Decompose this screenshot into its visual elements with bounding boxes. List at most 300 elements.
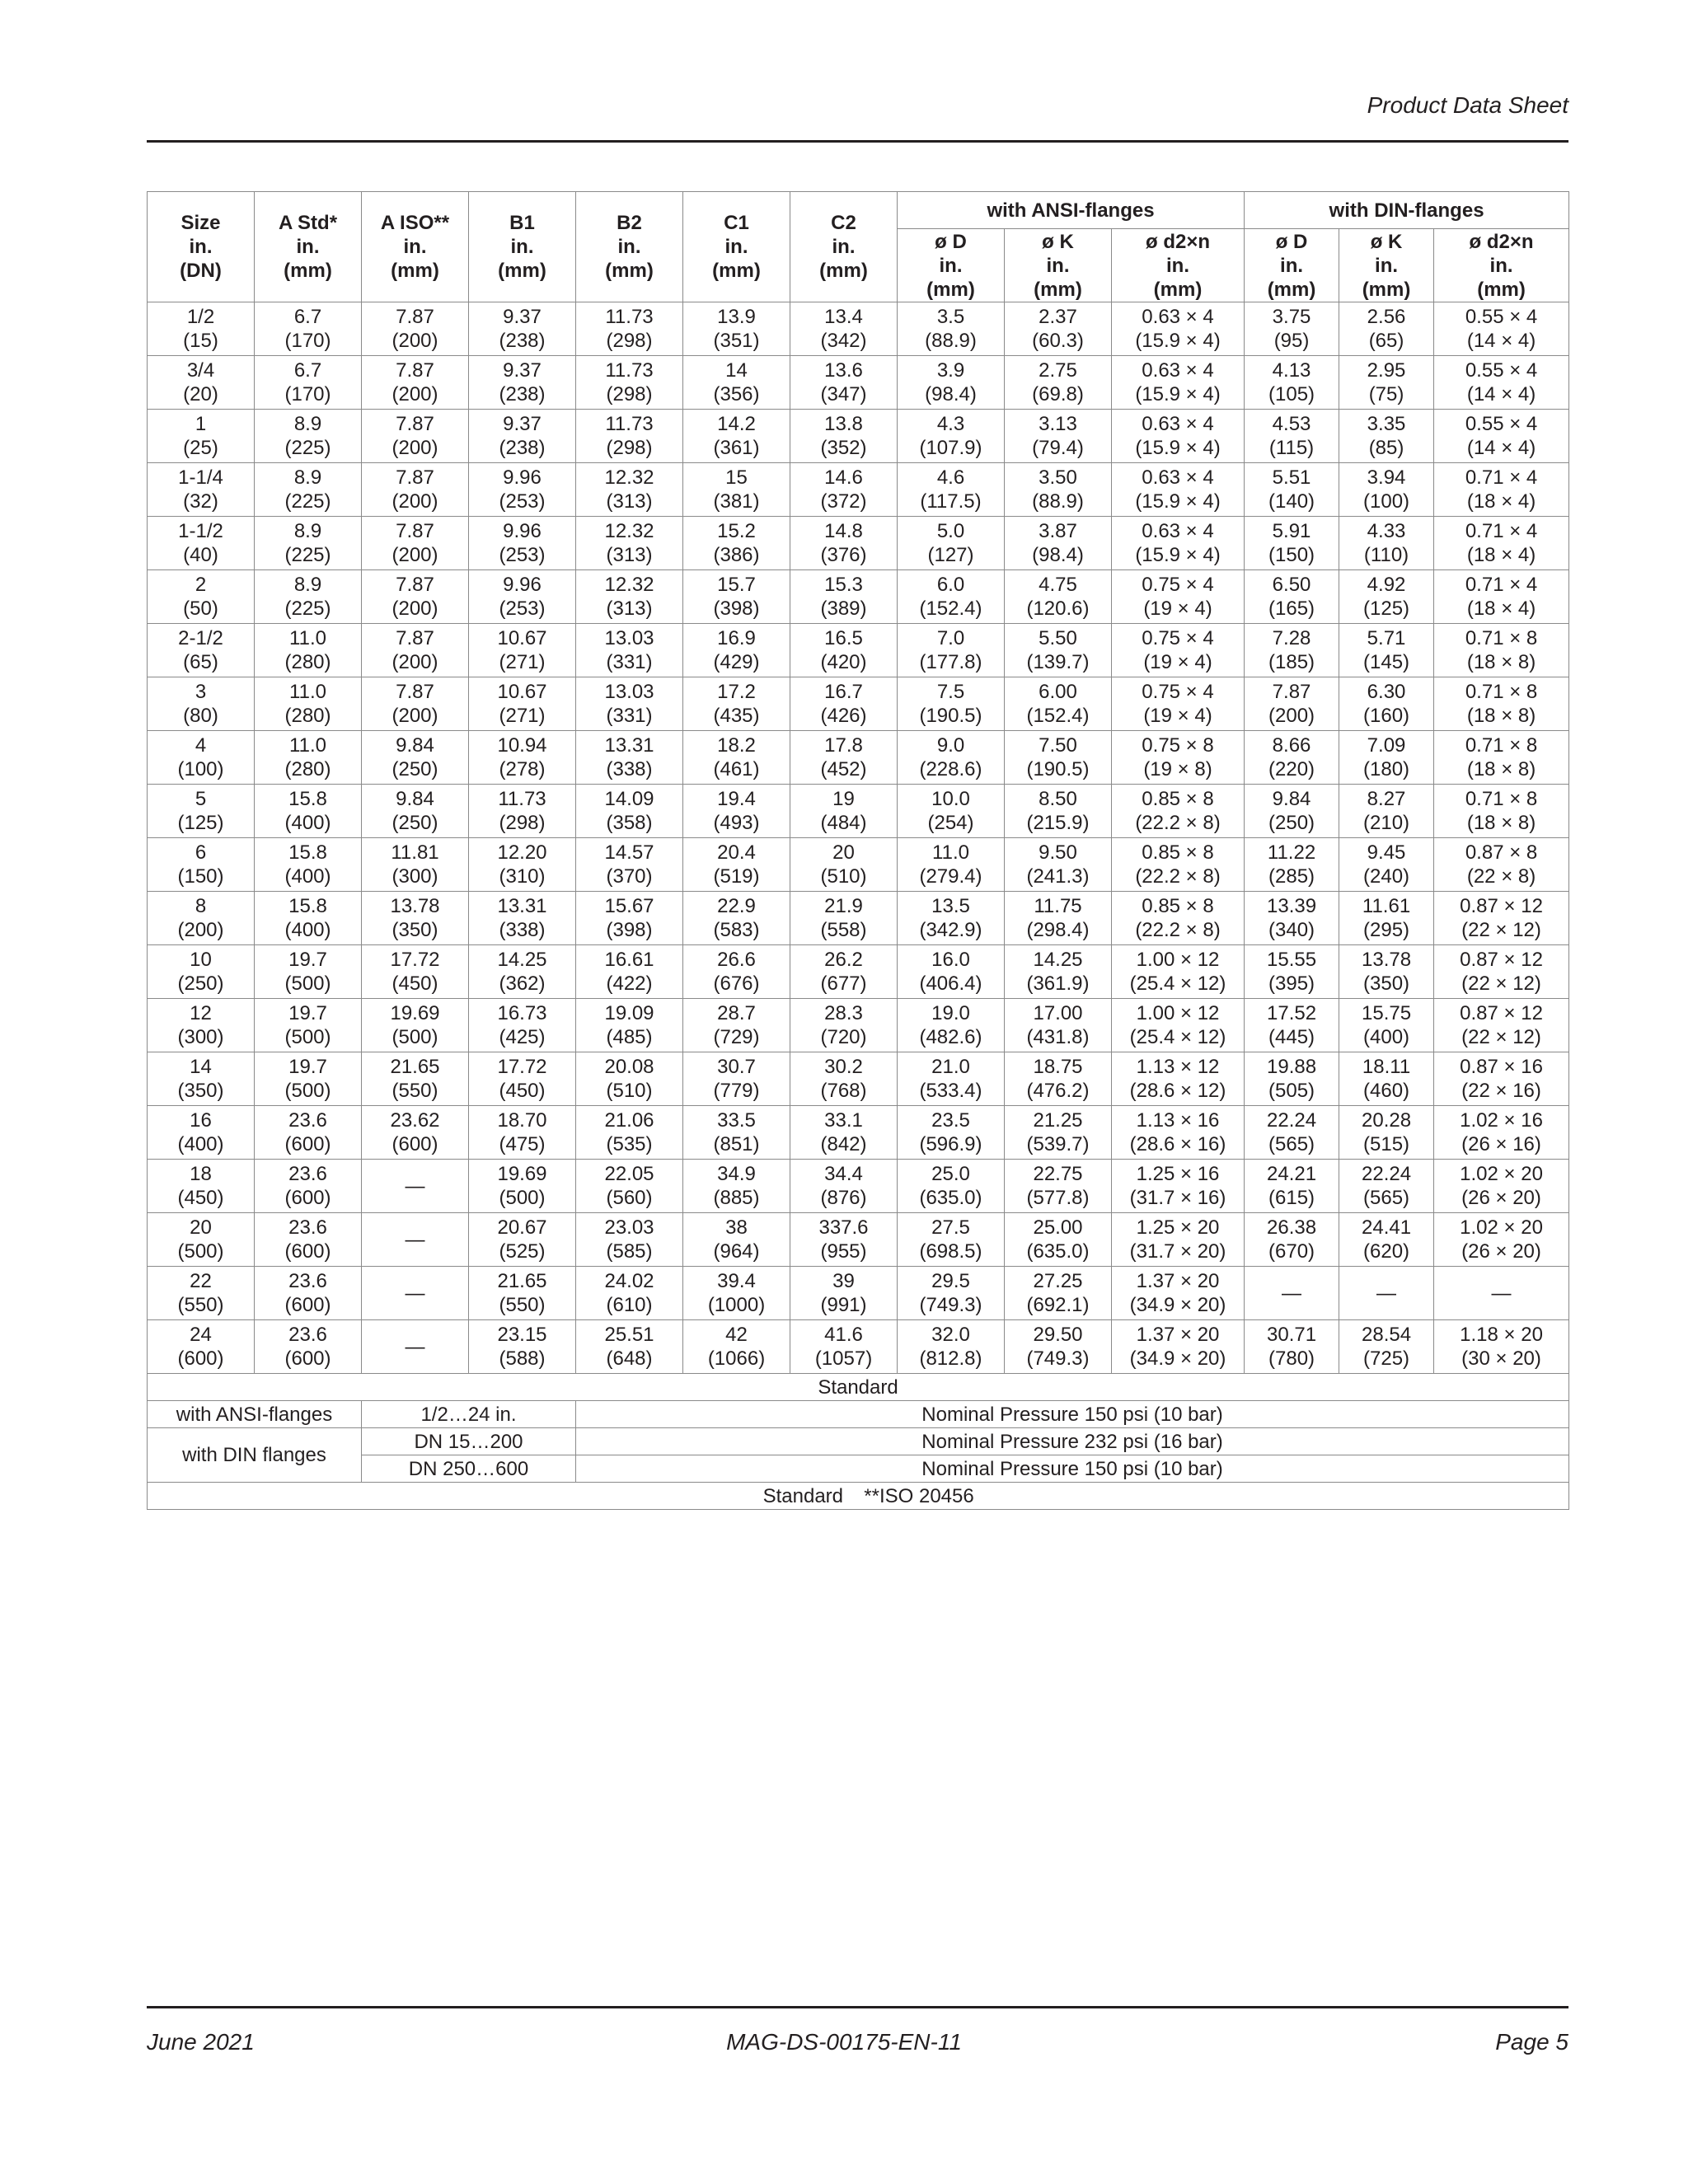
table-cell	[1005, 677, 1112, 731]
cell-value-in: 22.24	[1362, 1163, 1412, 1185]
table-cell	[255, 731, 362, 785]
table-cell	[469, 1106, 576, 1160]
table-cell	[255, 1106, 362, 1160]
table-cell	[1245, 1052, 1339, 1106]
table-cell	[1245, 892, 1339, 945]
note-din-pressure-2: Nominal Pressure 150 psi (10 bar)	[576, 1455, 1569, 1483]
cell-value-in: —	[405, 1174, 425, 1197]
cell-value-in: 16.5	[824, 627, 863, 649]
table-cell	[898, 1106, 1005, 1160]
table-cell	[469, 517, 576, 570]
table-cell	[1005, 624, 1112, 677]
cell-value-mm: (26 × 20)	[1461, 1240, 1541, 1263]
cell-value-in: —	[1491, 1282, 1512, 1305]
cell-value-mm: (127)	[927, 544, 974, 566]
cell-value-in: 7.87	[396, 306, 434, 328]
table-cell	[683, 999, 790, 1052]
cell-value-mm: (285)	[1268, 865, 1315, 888]
cell-value-in: 15.55	[1267, 949, 1317, 971]
cell-value-in: —	[1376, 1282, 1397, 1305]
table-cell	[898, 356, 1005, 410]
table-cell	[362, 356, 469, 410]
cell-value-in: 0.87 × 16	[1460, 1056, 1543, 1078]
table-cell	[255, 1052, 362, 1106]
table-cell	[1005, 410, 1112, 463]
cell-value-in: 18.70	[497, 1109, 547, 1132]
cell-value-mm: (885)	[713, 1187, 760, 1209]
table-cell	[1339, 570, 1434, 624]
table-cell	[1112, 785, 1245, 838]
col-header-c2: C2 in. (mm)	[790, 192, 898, 302]
table-cell	[1434, 731, 1569, 785]
cell-value-in: 28.7	[717, 1002, 756, 1024]
table-cell	[469, 356, 576, 410]
cell-value-in: 14.2	[717, 413, 756, 435]
cell-value-in: 24	[190, 1324, 212, 1346]
cell-value-mm: (298)	[606, 437, 653, 459]
cell-value-in: 0.85 × 8	[1142, 788, 1214, 810]
cell-value-in: 6.00	[1039, 681, 1077, 703]
cell-value-mm: (19 × 8)	[1143, 758, 1212, 780]
cell-value-in: 6.7	[293, 306, 322, 328]
cell-value-in: 18.75	[1033, 1056, 1083, 1078]
table-cell	[469, 1213, 576, 1267]
cell-value-mm: (450)	[392, 972, 438, 995]
table-cell	[148, 1052, 255, 1106]
table-cell	[362, 892, 469, 945]
table-row	[148, 517, 1569, 570]
cell-value-mm: (493)	[713, 812, 760, 834]
table-cell	[1112, 463, 1245, 517]
cell-value-mm: (600)	[284, 1133, 331, 1155]
table-cell	[469, 999, 576, 1052]
table-cell	[1339, 356, 1434, 410]
table-cell	[898, 463, 1005, 517]
cell-value-in: 17.52	[1267, 1002, 1317, 1024]
cell-value-in: 11.61	[1362, 895, 1411, 917]
cell-value-mm: (15.9 × 4)	[1135, 330, 1221, 352]
table-cell	[362, 999, 469, 1052]
cell-value-mm: (768)	[820, 1080, 867, 1102]
cell-value-in: 8.27	[1367, 788, 1406, 810]
cell-value-mm: (140)	[1268, 490, 1315, 513]
cell-value-mm: (115)	[1268, 437, 1315, 459]
cell-value-mm: (50)	[183, 598, 218, 620]
cell-value-mm: (139.7)	[1026, 651, 1090, 673]
table-cell	[576, 570, 683, 624]
cell-value-mm: (298.4)	[1026, 919, 1090, 941]
cell-value-in: 16.9	[717, 627, 756, 649]
cell-value-mm: (600)	[177, 1347, 224, 1370]
cell-value-in: 30.2	[824, 1056, 863, 1078]
cell-value-mm: (200)	[177, 919, 224, 941]
cell-value-in: 14.25	[1033, 949, 1083, 971]
table-cell	[148, 624, 255, 677]
cell-value-mm: (351)	[713, 330, 760, 352]
cell-value-in: 10.0	[931, 788, 970, 810]
cell-value-mm: (100)	[177, 758, 224, 780]
cell-value-in: 19.7	[288, 1056, 327, 1078]
cell-value-mm: (250)	[177, 972, 224, 995]
table-cell	[1245, 838, 1339, 892]
cell-value-mm: (69.8)	[1032, 383, 1084, 405]
table-cell	[1112, 624, 1245, 677]
cell-value-in: 3.50	[1039, 466, 1077, 489]
cell-value-mm: (238)	[499, 330, 546, 352]
cell-value-in: 17.72	[497, 1056, 547, 1078]
table-cell	[1339, 838, 1434, 892]
cell-value-in: 30.71	[1267, 1324, 1317, 1346]
table-row	[148, 410, 1569, 463]
cell-value-mm: (22.2 × 8)	[1135, 919, 1221, 941]
cell-value-in: 8.9	[293, 413, 322, 435]
cell-value-mm: (429)	[713, 651, 760, 673]
cell-value-mm: (310)	[499, 865, 546, 888]
cell-value-mm: (519)	[713, 865, 760, 888]
cell-value-mm: (75)	[1368, 383, 1404, 405]
table-cell	[898, 892, 1005, 945]
cell-value-mm: (420)	[820, 651, 867, 673]
cell-value-mm: (842)	[820, 1133, 867, 1155]
table-cell	[469, 945, 576, 999]
cell-value-in: 3.75	[1272, 306, 1311, 328]
cell-value-mm: (749.3)	[1026, 1347, 1090, 1370]
table-cell	[362, 1106, 469, 1160]
cell-value-in: 15	[725, 466, 748, 489]
cell-value-mm: (425)	[499, 1026, 546, 1048]
cell-value-mm: (250)	[1268, 812, 1315, 834]
cell-value-in: 5.91	[1272, 520, 1311, 542]
cell-value-in: 18.11	[1362, 1056, 1411, 1078]
cell-value-in: 18.2	[717, 734, 756, 757]
cell-value-in: 11.73	[605, 306, 654, 328]
cell-value-mm: (435)	[713, 705, 760, 727]
table-cell	[1434, 1320, 1569, 1374]
col-header-b2: B2 in. (mm)	[576, 192, 683, 302]
table-cell	[576, 410, 683, 463]
cell-value-in: 13.6	[824, 359, 863, 382]
cell-value-in: 7.87	[396, 359, 434, 382]
cell-value-mm: (550)	[499, 1294, 546, 1316]
footer-document-id: MAG-DS-00175-EN-11	[726, 2029, 962, 2055]
table-cell	[1112, 1106, 1245, 1160]
cell-value-mm: (500)	[284, 1026, 331, 1048]
table-cell	[683, 410, 790, 463]
table-cell	[1112, 838, 1245, 892]
table-cell	[1112, 410, 1245, 463]
cell-value-mm: (25.4 × 12)	[1129, 1026, 1226, 1048]
table-cell	[469, 1320, 576, 1374]
table-cell	[1005, 463, 1112, 517]
table-cell	[1112, 1160, 1245, 1213]
table-cell	[1245, 1160, 1339, 1213]
cell-value-in: 8.9	[293, 574, 322, 596]
cell-value-mm: (577.8)	[1026, 1187, 1090, 1209]
cell-value-in: 19.0	[931, 1002, 970, 1024]
cell-value-mm: (313)	[606, 598, 653, 620]
table-cell	[1005, 517, 1112, 570]
cell-value-in: 8.9	[293, 520, 322, 542]
cell-value-mm: (22 × 16)	[1461, 1080, 1541, 1102]
cell-value-mm: (298)	[499, 812, 546, 834]
cell-value-mm: (331)	[606, 651, 653, 673]
cell-value-in: —	[405, 1282, 425, 1305]
table-cell	[1245, 1267, 1339, 1320]
table-cell	[362, 945, 469, 999]
cell-value-in: 20	[832, 841, 855, 864]
table-cell	[1245, 302, 1339, 356]
cell-value-in: 9.96	[503, 520, 542, 542]
cell-value-in: 42	[725, 1324, 748, 1346]
cell-value-in: —	[405, 1335, 425, 1358]
table-cell	[898, 517, 1005, 570]
cell-value-in: 9.0	[936, 734, 965, 757]
table-cell	[1112, 731, 1245, 785]
cell-value-in: 7.87	[396, 520, 434, 542]
cell-value-mm: (280)	[284, 758, 331, 780]
cell-value-in: 6.0	[936, 574, 965, 596]
table-cell	[898, 302, 1005, 356]
cell-value-in: 38	[725, 1216, 748, 1239]
table-cell	[362, 570, 469, 624]
table-cell	[255, 570, 362, 624]
cell-value-mm: (110)	[1363, 544, 1409, 566]
table-cell	[1434, 517, 1569, 570]
table-cell	[1434, 999, 1569, 1052]
table-cell	[576, 517, 683, 570]
cell-value-mm: (107.9)	[919, 437, 982, 459]
table-cell	[898, 731, 1005, 785]
cell-value-mm: (145)	[1363, 651, 1410, 673]
cell-value-in: 25.00	[1033, 1216, 1083, 1239]
cell-value-mm: (876)	[820, 1187, 867, 1209]
cell-value-mm: (600)	[392, 1133, 438, 1155]
table-cell	[898, 1267, 1005, 1320]
cell-value-in: 15.67	[604, 895, 654, 917]
cell-value-mm: (200)	[392, 490, 438, 513]
cell-value-in: 0.85 × 8	[1142, 841, 1214, 864]
cell-value-mm: (515)	[1363, 1133, 1410, 1155]
cell-value-in: 17.2	[717, 681, 756, 703]
col-header-size: Size in. (DN)	[148, 192, 255, 302]
table-cell	[255, 785, 362, 838]
table-cell	[898, 1160, 1005, 1213]
table-cell	[469, 731, 576, 785]
table-cell	[1005, 1106, 1112, 1160]
table-cell	[790, 731, 898, 785]
table-cell	[469, 1160, 576, 1213]
cell-value-in: 23.6	[288, 1324, 327, 1346]
cell-value-in: 0.55 × 4	[1465, 413, 1538, 435]
header-divider	[147, 140, 1568, 143]
table-cell	[1339, 1052, 1434, 1106]
cell-value-mm: (331)	[606, 705, 653, 727]
cell-value-in: 23.5	[931, 1109, 970, 1132]
cell-value-mm: (18 × 4)	[1466, 598, 1536, 620]
table-cell	[148, 892, 255, 945]
cell-value-mm: (381)	[713, 490, 760, 513]
table-cell	[362, 1160, 469, 1213]
cell-value-mm: (18 × 4)	[1466, 544, 1536, 566]
cell-value-in: 22.9	[717, 895, 756, 917]
table-cell	[148, 1320, 255, 1374]
note-iso-standard	[148, 1483, 1569, 1510]
cell-value-mm: (28.6 × 12)	[1129, 1080, 1226, 1102]
cell-value-mm: (991)	[820, 1294, 867, 1316]
cell-value-in: 13.31	[604, 734, 654, 757]
cell-value-mm: (398)	[713, 598, 760, 620]
cell-value-mm: (342)	[820, 330, 867, 352]
cell-value-in: 22.24	[1267, 1109, 1317, 1132]
cell-value-mm: (1057)	[814, 1347, 873, 1370]
table-cell	[469, 624, 576, 677]
cell-value-mm: (18 × 4)	[1466, 490, 1536, 513]
cell-value-mm: (461)	[713, 758, 760, 780]
table-cell	[362, 517, 469, 570]
cell-value-mm: (280)	[284, 705, 331, 727]
table-cell	[576, 838, 683, 892]
cell-value-in: 12.32	[604, 574, 654, 596]
table-cell	[362, 1052, 469, 1106]
cell-value-in: 16.73	[497, 1002, 547, 1024]
table-cell	[1339, 1213, 1434, 1267]
cell-value-in: 5.50	[1039, 627, 1077, 649]
table-cell	[683, 892, 790, 945]
cell-value-in: 0.87 × 12	[1460, 949, 1543, 971]
cell-value-in: 9.96	[503, 574, 542, 596]
cell-value-mm: (170)	[284, 383, 331, 405]
cell-value-in: 30.7	[717, 1056, 756, 1078]
cell-value-in: 11.0	[289, 681, 326, 703]
cell-value-mm: (400)	[284, 865, 331, 888]
cell-value-in: 13.78	[1362, 949, 1412, 971]
table-cell	[1434, 410, 1569, 463]
table-cell	[576, 302, 683, 356]
cell-value-in: 34.4	[824, 1163, 863, 1185]
cell-value-in: 34.9	[717, 1163, 756, 1185]
cell-value-in: 7.87	[396, 681, 434, 703]
cell-value-in: 17.72	[390, 949, 440, 971]
table-row	[148, 1106, 1569, 1160]
cell-value-mm: (240)	[1363, 865, 1410, 888]
cell-value-in: 11.73	[498, 788, 546, 810]
cell-value-in: 0.71 × 4	[1465, 466, 1538, 489]
cell-value-mm: (250)	[392, 758, 438, 780]
cell-value-in: 20.08	[604, 1056, 654, 1078]
cell-value-in: 20.4	[717, 841, 756, 864]
table-cell	[1339, 785, 1434, 838]
cell-value-in: 2-1/2	[178, 627, 223, 649]
cell-value-in: 10	[190, 949, 212, 971]
table-cell	[148, 677, 255, 731]
table-cell	[790, 302, 898, 356]
cell-value-in: 9.37	[503, 306, 542, 328]
cell-value-in: 21.06	[604, 1109, 654, 1132]
cell-value-in: 5.51	[1272, 466, 1311, 489]
cell-value-in: 0.87 × 12	[1460, 1002, 1543, 1024]
cell-value-mm: (185)	[1268, 651, 1315, 673]
table-cell	[255, 999, 362, 1052]
table-cell	[898, 1213, 1005, 1267]
cell-value-in: 11.22	[1267, 841, 1316, 864]
col-header-a-iso: A ISO** in. (mm)	[362, 192, 469, 302]
col-header-ansi-d2xn: ø d2×n in. (mm)	[1112, 229, 1245, 302]
table-cell	[1245, 570, 1339, 624]
table-cell	[148, 945, 255, 999]
col-header-ansi-d: ø D in. (mm)	[898, 229, 1005, 302]
cell-value-mm: (238)	[499, 437, 546, 459]
cell-value-in: 5.71	[1367, 627, 1406, 649]
cell-value-in: 11.0	[932, 841, 969, 864]
cell-value-in: 4.13	[1272, 359, 1311, 382]
cell-value-mm: (105)	[1268, 383, 1315, 405]
table-cell	[1434, 1052, 1569, 1106]
cell-value-in: 11.0	[289, 734, 326, 757]
col-header-c1: C1 in. (mm)	[683, 192, 790, 302]
table-cell	[790, 1160, 898, 1213]
table-cell	[790, 1106, 898, 1160]
cell-value-mm: (20)	[183, 383, 218, 405]
cell-value-mm: (550)	[177, 1294, 224, 1316]
table-cell	[576, 999, 683, 1052]
cell-value-mm: (150)	[177, 865, 224, 888]
cell-value-in: 0.71 × 8	[1465, 627, 1538, 649]
cell-value-mm: (596.9)	[919, 1133, 982, 1155]
cell-value-mm: (125)	[1363, 598, 1410, 620]
cell-value-mm: (560)	[606, 1187, 653, 1209]
table-cell	[898, 838, 1005, 892]
cell-value-in: 9.84	[396, 788, 434, 810]
cell-value-mm: (271)	[499, 705, 546, 727]
cell-value-mm: (386)	[713, 544, 760, 566]
table-cell	[469, 838, 576, 892]
cell-value-in: 10.67	[497, 681, 547, 703]
cell-value-in: 0.63 × 4	[1142, 466, 1214, 489]
cell-value-in: 21.25	[1033, 1109, 1083, 1132]
table-cell	[1005, 892, 1112, 945]
table-cell	[683, 677, 790, 731]
note-iso-label: Standard	[762, 1484, 843, 1507]
col-header-a-std: A Std* in. (mm)	[255, 192, 362, 302]
cell-value-in: 0.85 × 8	[1142, 895, 1214, 917]
cell-value-mm: (376)	[820, 544, 867, 566]
table-cell	[1339, 677, 1434, 731]
cell-value-mm: (180)	[1363, 758, 1410, 780]
table-cell	[576, 1320, 683, 1374]
cell-value-in: 0.71 × 8	[1465, 681, 1538, 703]
table-cell	[255, 624, 362, 677]
table-cell	[1434, 570, 1569, 624]
table-cell	[469, 463, 576, 517]
cell-value-in: 15.3	[824, 574, 863, 596]
table-cell	[362, 1213, 469, 1267]
cell-value-in: 39.4	[717, 1270, 756, 1292]
cell-value-in: 9.96	[503, 466, 542, 489]
cell-value-in: 22.75	[1033, 1163, 1083, 1185]
cell-value-in: 19.4	[717, 788, 756, 810]
cell-value-in: 39	[832, 1270, 855, 1292]
cell-value-mm: (500)	[177, 1240, 224, 1263]
col-header-din-d: ø D in. (mm)	[1245, 229, 1339, 302]
cell-value-in: 4.75	[1039, 574, 1077, 596]
cell-value-mm: (484)	[820, 812, 867, 834]
table-cell	[362, 1267, 469, 1320]
cell-value-mm: (40)	[183, 544, 218, 566]
cell-value-mm: (1066)	[707, 1347, 766, 1370]
table-row	[148, 731, 1569, 785]
table-cell	[1245, 999, 1339, 1052]
document-header-title: Product Data Sheet	[1367, 92, 1568, 118]
